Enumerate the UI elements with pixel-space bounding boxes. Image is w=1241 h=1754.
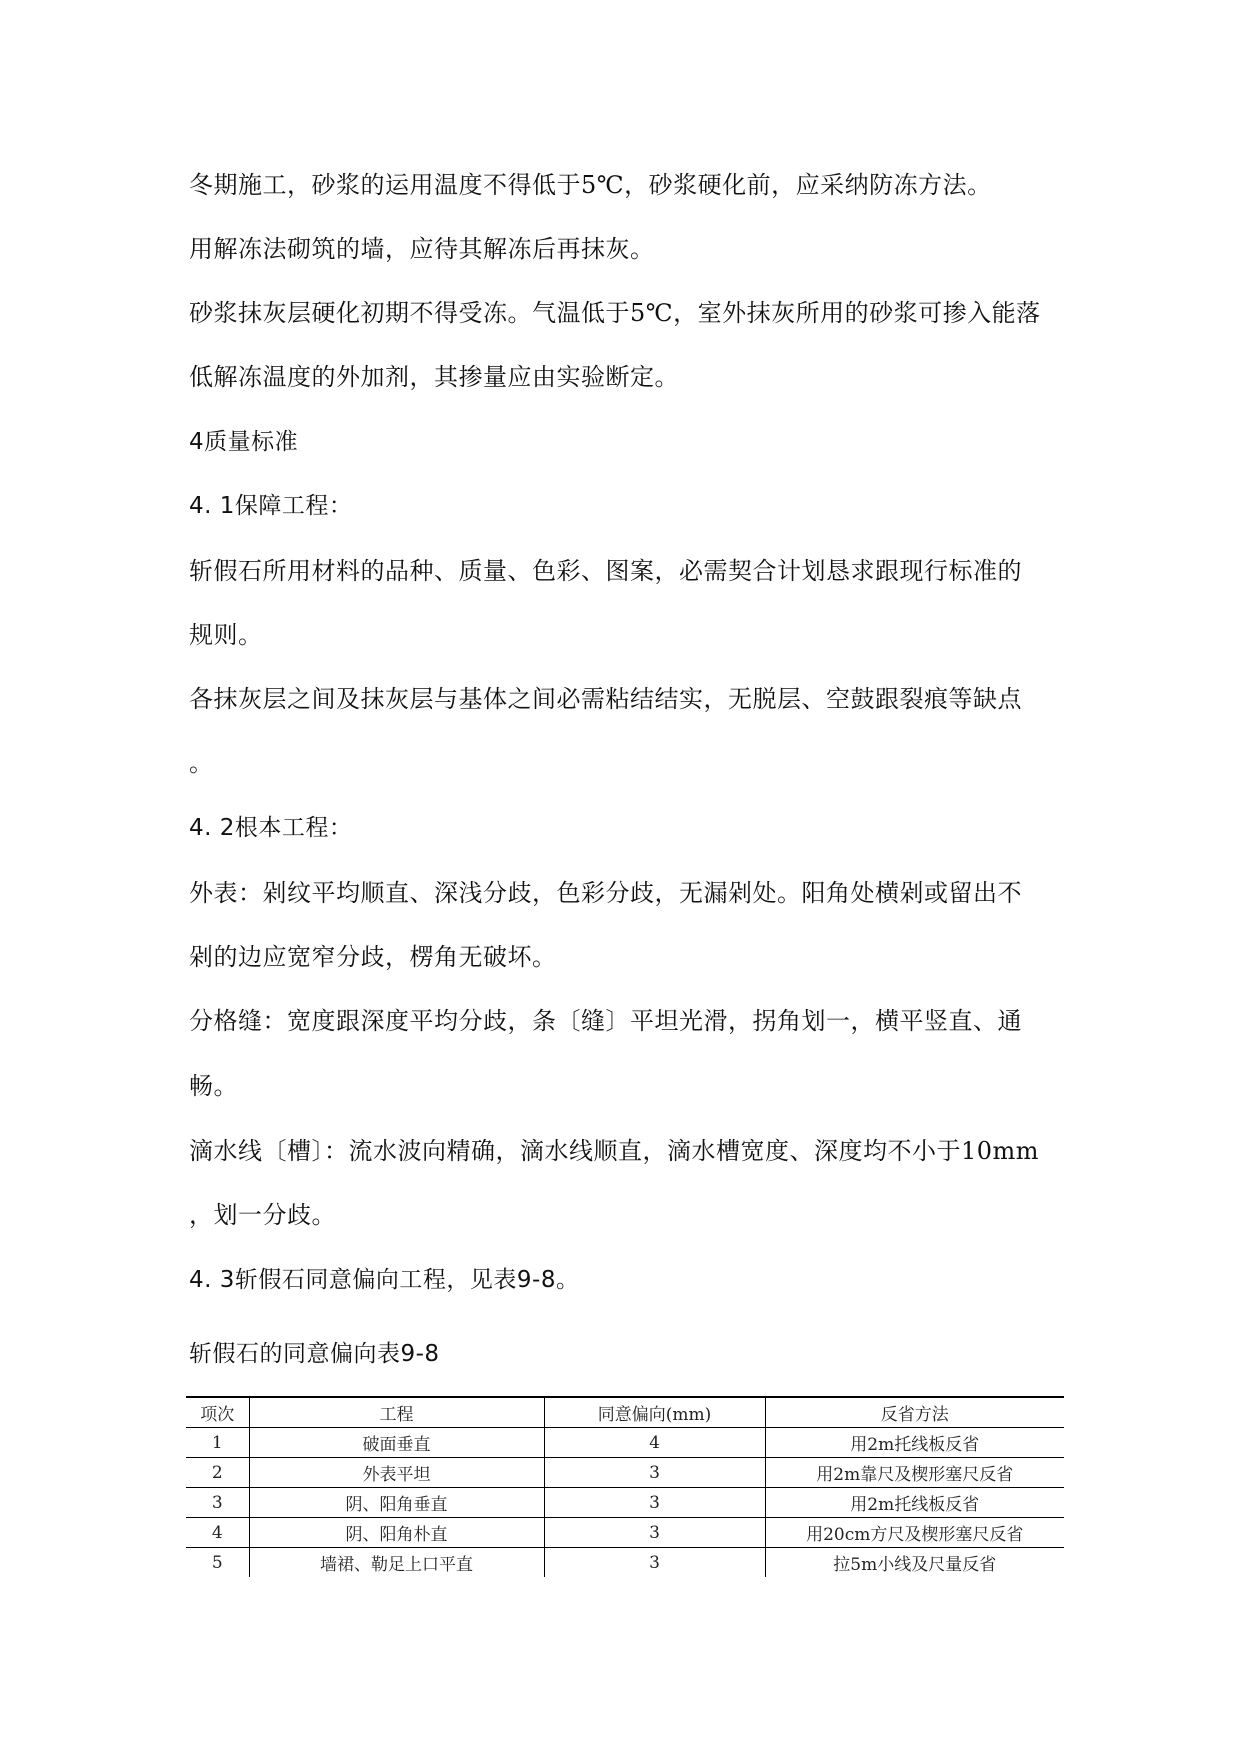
table-row	[186, 1428, 1064, 1458]
cell-deviation: 3	[544, 1458, 765, 1488]
header-item: 工程	[249, 1397, 544, 1428]
paragraph-line: 冬期施工，砂浆的运用温度不得低于5℃，砂浆硬化前，应采纳防冻方法。	[189, 171, 992, 199]
table-header-row	[186, 1397, 1064, 1428]
subsection-heading: 4. 2根本工程：	[189, 815, 353, 841]
cell-method: 用2m托线板反省	[765, 1428, 1064, 1458]
cell-method: 用20cm方尺及楔形塞尺反省	[765, 1518, 1064, 1548]
paragraph-line: ，划一分歧。	[189, 1201, 336, 1229]
cell-item-no: 5	[211, 1552, 223, 1573]
table-row	[186, 1548, 1064, 1578]
deviation-table	[186, 1396, 1064, 1577]
cell-item: 阴、阳角垂直	[249, 1488, 544, 1518]
table-row	[186, 1458, 1064, 1488]
cell-item: 墙裙、勒足上口平直	[249, 1548, 544, 1578]
paragraph-line: 砂浆抹灰层硬化初期不得受冻。气温低于5℃，室外抹灰所用的砂浆可掺入能落	[189, 299, 1041, 327]
paragraph-line: 滴水线〔槽〕：流水波向精确，滴水线顺直，滴水槽宽度、深度均不小于10mm	[189, 1137, 1040, 1165]
paragraph-line: 各抹灰层之间及抹灰层与基体之间必需粘结结实，无脱层、空鼓跟裂痕等缺点	[189, 685, 1022, 713]
cell-method: 用2m靠尺及楔形塞尺反省	[765, 1458, 1064, 1488]
cell-item: 阴、阳角朴直	[249, 1518, 544, 1548]
paragraph-line: 畅。	[189, 1072, 238, 1100]
paragraph-line: 分格缝：宽度跟深度平均分歧，条〔缝〕平坦光滑，拐角划一，横平竖直、通	[189, 1007, 1022, 1035]
cell-deviation: 4	[544, 1428, 765, 1458]
cell-deviation: 3	[544, 1518, 765, 1548]
header-allowed-deviation: 同意偏向(mm)	[544, 1397, 765, 1428]
cell-method: 用2m托线板反省	[765, 1488, 1064, 1518]
paragraph-line: 低解冻温度的外加剂，其掺量应由实验断定。	[189, 363, 679, 391]
paragraph-line: 。	[189, 749, 214, 777]
table-caption: 斩假石的同意偏向表9-8	[189, 1341, 440, 1367]
paragraph-line: 规则。	[189, 621, 263, 649]
cell-deviation: 3	[544, 1488, 765, 1518]
cell-item-no: 1	[186, 1428, 249, 1458]
subsection-heading: 4. 1保障工程：	[189, 493, 353, 519]
deviation-table-wrapper	[186, 1396, 1064, 1577]
paragraph-line: 剁的边应宽窄分歧，楞角无破坏。	[189, 943, 557, 971]
cell-item-no: 4	[186, 1518, 249, 1548]
header-check-method: 反省方法	[765, 1397, 1064, 1428]
cell-deviation: 3	[544, 1548, 765, 1578]
cell-method: 拉5m小线及尺量反省	[765, 1548, 1064, 1578]
cell-item-no: 2	[186, 1458, 249, 1488]
cell-item-no: 3	[186, 1488, 249, 1518]
table-row	[186, 1518, 1064, 1548]
paragraph-line: 斩假石所用材料的品种、质量、色彩、图案，必需契合计划恳求跟现行标准的	[189, 557, 1022, 585]
cell-item: 破面垂直	[249, 1428, 544, 1458]
subsection-heading: 4. 3斩假石同意偏向工程，见表9-8。	[189, 1267, 580, 1293]
paragraph-line: 用解冻法砌筑的墙，应待其解冻后再抹灰。	[189, 235, 655, 263]
cell-item: 外表平坦	[249, 1458, 544, 1488]
table-row	[186, 1488, 1064, 1518]
header-item-no: 项次	[186, 1397, 249, 1428]
paragraph-line: 外表：剁纹平均顺直、深浅分歧，色彩分歧，无漏剁处。阳角处横剁或留出不	[189, 879, 1022, 907]
section-heading: 4质量标准	[189, 429, 299, 455]
